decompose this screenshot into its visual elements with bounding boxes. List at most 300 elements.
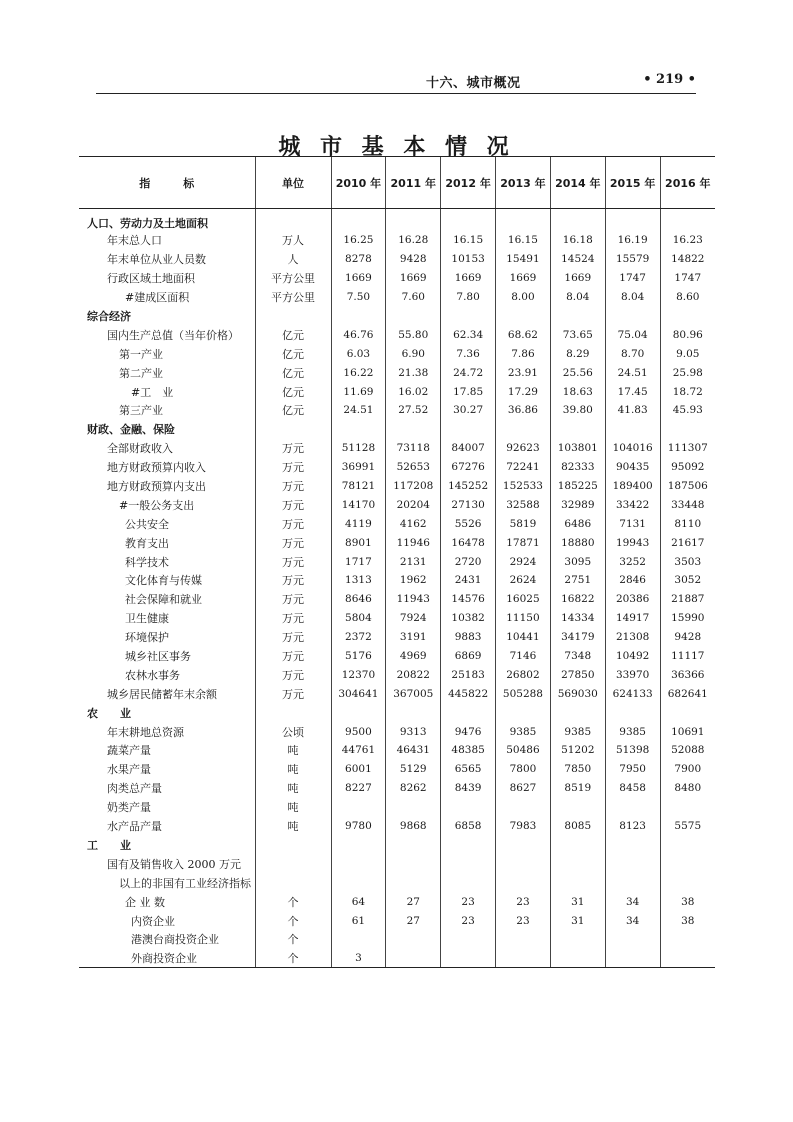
value-cell <box>441 949 496 968</box>
row-unit: 亿元 <box>255 401 331 420</box>
row-label: 地方财政预算内收入 <box>107 461 206 475</box>
row-label: 以上的非国有工业经济指标 <box>119 876 251 890</box>
value-cell: 1669 <box>441 269 496 288</box>
value-cell: 7348 <box>550 647 605 666</box>
value-cell: 51128 <box>331 439 386 458</box>
value-cell: 31 <box>550 911 605 930</box>
value-cell <box>386 873 441 892</box>
row-label: 水果产量 <box>107 763 151 777</box>
row-unit: 平方公里 <box>255 269 331 288</box>
value-cell: 14524 <box>550 250 605 269</box>
value-cell: 8519 <box>550 779 605 798</box>
value-cell: 3 <box>331 949 386 968</box>
value-cell <box>496 209 551 232</box>
row-label: 国内生产总值（当年价格） <box>107 328 239 342</box>
value-cell <box>496 836 551 855</box>
city-statistics-table <box>79 156 715 968</box>
value-cell <box>331 798 386 817</box>
value-cell: 9385 <box>605 722 660 741</box>
value-cell: 16.25 <box>331 231 386 250</box>
value-cell: 7.80 <box>441 288 496 307</box>
value-cell: 33422 <box>605 495 660 514</box>
row-unit: 万元 <box>255 571 331 590</box>
row-unit <box>255 420 331 439</box>
row-label: 奶类产量 <box>107 801 151 815</box>
value-cell: 16.23 <box>660 231 715 250</box>
value-cell <box>605 873 660 892</box>
value-cell: 33970 <box>605 665 660 684</box>
row-unit: 万元 <box>255 628 331 647</box>
value-cell: 6858 <box>441 817 496 836</box>
row-unit: 亿元 <box>255 325 331 344</box>
value-cell: 90435 <box>605 458 660 477</box>
table-row <box>79 533 715 552</box>
row-label: 外商投资企业 <box>79 949 255 968</box>
row-unit: 万元 <box>255 684 331 703</box>
value-cell <box>496 854 551 873</box>
value-cell: 11946 <box>386 533 441 552</box>
value-cell: 27.52 <box>386 401 441 420</box>
value-cell: 104016 <box>605 439 660 458</box>
row-label: 年末总人口 <box>107 234 162 248</box>
row-label: #工 业 <box>131 385 174 399</box>
value-cell <box>441 703 496 722</box>
value-cell <box>550 949 605 968</box>
value-cell <box>331 854 386 873</box>
value-cell: 8227 <box>331 779 386 798</box>
header-year-2013: 2013 年 <box>496 157 551 209</box>
value-cell: 8085 <box>550 817 605 836</box>
value-cell <box>550 873 605 892</box>
row-label: 蔬菜产量 <box>107 744 151 758</box>
row-unit <box>255 873 331 892</box>
value-cell: 27850 <box>550 665 605 684</box>
value-cell: 17871 <box>496 533 551 552</box>
value-cell: 2431 <box>441 571 496 590</box>
value-cell: 103801 <box>550 439 605 458</box>
value-cell: 67276 <box>441 458 496 477</box>
row-label: 肉类总产量 <box>107 782 162 796</box>
table-row <box>79 911 715 930</box>
value-cell: 10441 <box>496 628 551 647</box>
value-cell: 9313 <box>386 722 441 741</box>
value-cell <box>386 703 441 722</box>
value-cell: 10492 <box>605 647 660 666</box>
value-cell <box>441 307 496 326</box>
table-row <box>79 628 715 647</box>
value-cell: 6869 <box>441 647 496 666</box>
value-cell <box>441 209 496 232</box>
value-cell <box>496 930 551 949</box>
value-cell <box>496 420 551 439</box>
value-cell: 1669 <box>550 269 605 288</box>
value-cell: 92623 <box>496 439 551 458</box>
value-cell: 31 <box>550 892 605 911</box>
value-cell: 16822 <box>550 590 605 609</box>
value-cell: 27130 <box>441 495 496 514</box>
row-label: 港澳台商投资企业 <box>131 933 219 947</box>
row-label: 水产品产量 <box>107 820 162 834</box>
row-unit: 万元 <box>255 439 331 458</box>
value-cell <box>550 854 605 873</box>
table-row <box>79 477 715 496</box>
running-header <box>96 72 696 92</box>
value-cell <box>441 873 496 892</box>
row-label: 科学技术 <box>125 555 169 569</box>
value-cell: 16.02 <box>386 382 441 401</box>
value-cell: 152533 <box>496 477 551 496</box>
value-cell: 7850 <box>550 760 605 779</box>
header-indicator: 指 标 <box>79 157 255 209</box>
value-cell: 10382 <box>441 609 496 628</box>
value-cell <box>386 798 441 817</box>
value-cell: 8627 <box>496 779 551 798</box>
value-cell: 23 <box>441 911 496 930</box>
value-cell: 3191 <box>386 628 441 647</box>
value-cell: 17.85 <box>441 382 496 401</box>
value-cell: 6486 <box>550 514 605 533</box>
value-cell: 62.34 <box>441 325 496 344</box>
page-number: • 219 • <box>643 72 696 87</box>
value-cell <box>386 930 441 949</box>
value-cell: 72241 <box>496 458 551 477</box>
row-label: 内资企业 <box>131 914 175 928</box>
row-unit: 吨 <box>255 817 331 836</box>
row-unit: 万元 <box>255 552 331 571</box>
row-unit: 吨 <box>255 798 331 817</box>
table-row <box>79 798 715 817</box>
row-unit: 人 <box>255 250 331 269</box>
value-cell: 46.76 <box>331 325 386 344</box>
value-cell: 52088 <box>660 741 715 760</box>
value-cell: 27 <box>386 892 441 911</box>
value-cell: 304641 <box>331 684 386 703</box>
value-cell <box>660 949 715 968</box>
value-cell: 34 <box>605 911 660 930</box>
value-cell: 2372 <box>331 628 386 647</box>
value-cell <box>550 798 605 817</box>
value-cell: 2846 <box>605 571 660 590</box>
value-cell <box>660 703 715 722</box>
value-cell: 82333 <box>550 458 605 477</box>
row-unit: 万元 <box>255 665 331 684</box>
value-cell: 52653 <box>386 458 441 477</box>
value-cell: 25183 <box>441 665 496 684</box>
value-cell: 55.80 <box>386 325 441 344</box>
value-cell: 24.51 <box>331 401 386 420</box>
value-cell: 34 <box>605 892 660 911</box>
table-row <box>79 665 715 684</box>
section-heading: 人口、劳动力及土地面积 <box>87 217 208 230</box>
value-cell: 24.72 <box>441 363 496 382</box>
table-row <box>79 722 715 741</box>
row-label: 年末耕地总资源 <box>107 725 184 739</box>
value-cell: 23.91 <box>496 363 551 382</box>
value-cell: 19943 <box>605 533 660 552</box>
value-cell: 8110 <box>660 514 715 533</box>
row-unit: 吨 <box>255 779 331 798</box>
table-row <box>79 760 715 779</box>
value-cell: 8278 <box>331 250 386 269</box>
row-label: 农林水事务 <box>125 668 180 682</box>
value-cell: 7800 <box>496 760 551 779</box>
header-year-2011: 2011 年 <box>386 157 441 209</box>
table-row <box>79 892 715 911</box>
value-cell <box>550 930 605 949</box>
value-cell: 36.86 <box>496 401 551 420</box>
section-heading-row <box>79 703 715 722</box>
value-cell: 46431 <box>386 741 441 760</box>
value-cell <box>441 798 496 817</box>
value-cell: 21617 <box>660 533 715 552</box>
header-unit: 单位 <box>255 157 331 209</box>
value-cell: 36991 <box>331 458 386 477</box>
section-heading: 农 业 <box>87 706 131 720</box>
row-unit: 平方公里 <box>255 288 331 307</box>
value-cell <box>660 420 715 439</box>
header-year-2016: 2016 年 <box>660 157 715 209</box>
value-cell: 8458 <box>605 779 660 798</box>
value-cell: 7.60 <box>386 288 441 307</box>
value-cell: 187506 <box>660 477 715 496</box>
row-unit <box>255 307 331 326</box>
value-cell: 15491 <box>496 250 551 269</box>
section-heading: 工 业 <box>87 838 131 852</box>
value-cell: 7.36 <box>441 344 496 363</box>
value-cell <box>550 307 605 326</box>
value-cell <box>605 703 660 722</box>
value-cell: 1669 <box>496 269 551 288</box>
value-cell: 189400 <box>605 477 660 496</box>
row-label: 国有及销售收入 2000 万元 <box>107 857 241 871</box>
value-cell: 25.98 <box>660 363 715 382</box>
value-cell: 7950 <box>605 760 660 779</box>
row-unit: 万元 <box>255 458 331 477</box>
value-cell: 18880 <box>550 533 605 552</box>
table-row <box>79 590 715 609</box>
value-cell: 5804 <box>331 609 386 628</box>
value-cell <box>605 420 660 439</box>
value-cell: 2924 <box>496 552 551 571</box>
value-cell <box>441 930 496 949</box>
table-row <box>79 817 715 836</box>
value-cell <box>331 420 386 439</box>
value-cell <box>441 836 496 855</box>
value-cell <box>441 420 496 439</box>
header-rule <box>96 93 696 94</box>
row-unit <box>255 854 331 873</box>
value-cell: 21.38 <box>386 363 441 382</box>
value-cell: 14822 <box>660 250 715 269</box>
value-cell: 33448 <box>660 495 715 514</box>
value-cell: 26802 <box>496 665 551 684</box>
row-unit: 万元 <box>255 514 331 533</box>
value-cell: 3095 <box>550 552 605 571</box>
row-unit: 吨 <box>255 760 331 779</box>
header-year-2015: 2015 年 <box>605 157 660 209</box>
value-cell: 20386 <box>605 590 660 609</box>
row-label: 卫生健康 <box>125 612 169 626</box>
value-cell: 682641 <box>660 684 715 703</box>
row-unit: 万元 <box>255 590 331 609</box>
table-row <box>79 495 715 514</box>
value-cell: 30.27 <box>441 401 496 420</box>
row-unit: 万元 <box>255 609 331 628</box>
table-row <box>79 949 715 968</box>
row-label: 城乡居民储蓄年末余额 <box>107 687 217 701</box>
value-cell: 2751 <box>550 571 605 590</box>
value-cell: 51202 <box>550 741 605 760</box>
value-cell: 34179 <box>550 628 605 647</box>
row-unit <box>255 703 331 722</box>
value-cell <box>496 703 551 722</box>
section-heading-row <box>79 307 715 326</box>
value-cell: 5819 <box>496 514 551 533</box>
value-cell: 111307 <box>660 439 715 458</box>
value-cell <box>331 930 386 949</box>
value-cell: 1962 <box>386 571 441 590</box>
value-cell: 8901 <box>331 533 386 552</box>
value-cell: 6565 <box>441 760 496 779</box>
value-cell <box>605 798 660 817</box>
row-unit: 亿元 <box>255 344 331 363</box>
value-cell: 61 <box>331 911 386 930</box>
value-cell: 5176 <box>331 647 386 666</box>
table-row <box>79 930 715 949</box>
row-label: 环境保护 <box>125 631 169 645</box>
value-cell: 14334 <box>550 609 605 628</box>
row-label: 第二产业 <box>119 366 163 380</box>
value-cell <box>331 836 386 855</box>
table-row <box>79 250 715 269</box>
value-cell: 7983 <box>496 817 551 836</box>
value-cell: 24.51 <box>605 363 660 382</box>
section-title: 十六、城市概况 <box>426 76 521 91</box>
row-label: 全部财政收入 <box>107 442 173 456</box>
value-cell: 78121 <box>331 477 386 496</box>
value-cell: 18.63 <box>550 382 605 401</box>
value-cell: 3503 <box>660 552 715 571</box>
value-cell: 7900 <box>660 760 715 779</box>
row-unit: 万元 <box>255 533 331 552</box>
value-cell: 5129 <box>386 760 441 779</box>
value-cell: 95092 <box>660 458 715 477</box>
header-year-2014: 2014 年 <box>550 157 605 209</box>
value-cell <box>331 209 386 232</box>
value-cell: 5526 <box>441 514 496 533</box>
table-row <box>79 741 715 760</box>
table-row <box>79 344 715 363</box>
row-unit: 公顷 <box>255 722 331 741</box>
row-label: 地方财政预算内支出 <box>107 480 206 494</box>
value-cell: 14576 <box>441 590 496 609</box>
value-cell: 15579 <box>605 250 660 269</box>
row-label: 城乡社区事务 <box>125 650 191 664</box>
value-cell <box>331 703 386 722</box>
value-cell: 16.19 <box>605 231 660 250</box>
table-row <box>79 401 715 420</box>
value-cell: 20204 <box>386 495 441 514</box>
value-cell: 11943 <box>386 590 441 609</box>
row-unit: 个 <box>255 930 331 949</box>
value-cell <box>660 930 715 949</box>
value-cell: 38 <box>660 911 715 930</box>
value-cell: 21308 <box>605 628 660 647</box>
row-unit: 个 <box>255 911 331 930</box>
value-cell: 84007 <box>441 439 496 458</box>
row-label: 教育支出 <box>125 536 169 550</box>
value-cell: 9780 <box>331 817 386 836</box>
value-cell <box>660 873 715 892</box>
row-label: 年末单位从业人员数 <box>107 253 206 267</box>
value-cell <box>550 836 605 855</box>
value-cell: 73.65 <box>550 325 605 344</box>
row-label: #一般公务支出 <box>119 498 195 512</box>
row-unit: 个 <box>255 949 331 968</box>
value-cell: 9.05 <box>660 344 715 363</box>
table-row <box>79 684 715 703</box>
value-cell: 21887 <box>660 590 715 609</box>
value-cell: 8262 <box>386 779 441 798</box>
row-unit: 万人 <box>255 231 331 250</box>
value-cell: 4119 <box>331 514 386 533</box>
value-cell: 16.22 <box>331 363 386 382</box>
value-cell: 145252 <box>441 477 496 496</box>
value-cell <box>550 420 605 439</box>
value-cell <box>660 307 715 326</box>
value-cell: 73118 <box>386 439 441 458</box>
value-cell <box>386 209 441 232</box>
table-row <box>79 873 715 892</box>
value-cell: 9883 <box>441 628 496 647</box>
table-row <box>79 382 715 401</box>
value-cell <box>496 873 551 892</box>
value-cell: 1313 <box>331 571 386 590</box>
value-cell <box>496 798 551 817</box>
row-label: 行政区域土地面积 <box>107 272 195 286</box>
value-cell: 41.83 <box>605 401 660 420</box>
header-year-2010: 2010 年 <box>331 157 386 209</box>
value-cell: 48385 <box>441 741 496 760</box>
table-row <box>79 514 715 533</box>
value-cell: 10153 <box>441 250 496 269</box>
value-cell: 2720 <box>441 552 496 571</box>
table-row <box>79 571 715 590</box>
table-row <box>79 269 715 288</box>
row-label: 第三产业 <box>119 404 163 418</box>
value-cell: 185225 <box>550 477 605 496</box>
value-cell: 1747 <box>660 269 715 288</box>
value-cell: 15990 <box>660 609 715 628</box>
row-unit: 亿元 <box>255 382 331 401</box>
value-cell: 9385 <box>550 722 605 741</box>
value-cell: 569030 <box>550 684 605 703</box>
value-cell: 12370 <box>331 665 386 684</box>
value-cell <box>660 854 715 873</box>
value-cell: 36366 <box>660 665 715 684</box>
row-label: 公共安全 <box>125 517 169 531</box>
value-cell: 1747 <box>605 269 660 288</box>
value-cell: 8.04 <box>550 288 605 307</box>
value-cell: 117208 <box>386 477 441 496</box>
value-cell <box>331 307 386 326</box>
value-cell: 9428 <box>660 628 715 647</box>
section-heading: 综合经济 <box>87 310 131 323</box>
value-cell: 11.69 <box>331 382 386 401</box>
value-cell: 367005 <box>386 684 441 703</box>
value-cell: 50486 <box>496 741 551 760</box>
value-cell: 7131 <box>605 514 660 533</box>
